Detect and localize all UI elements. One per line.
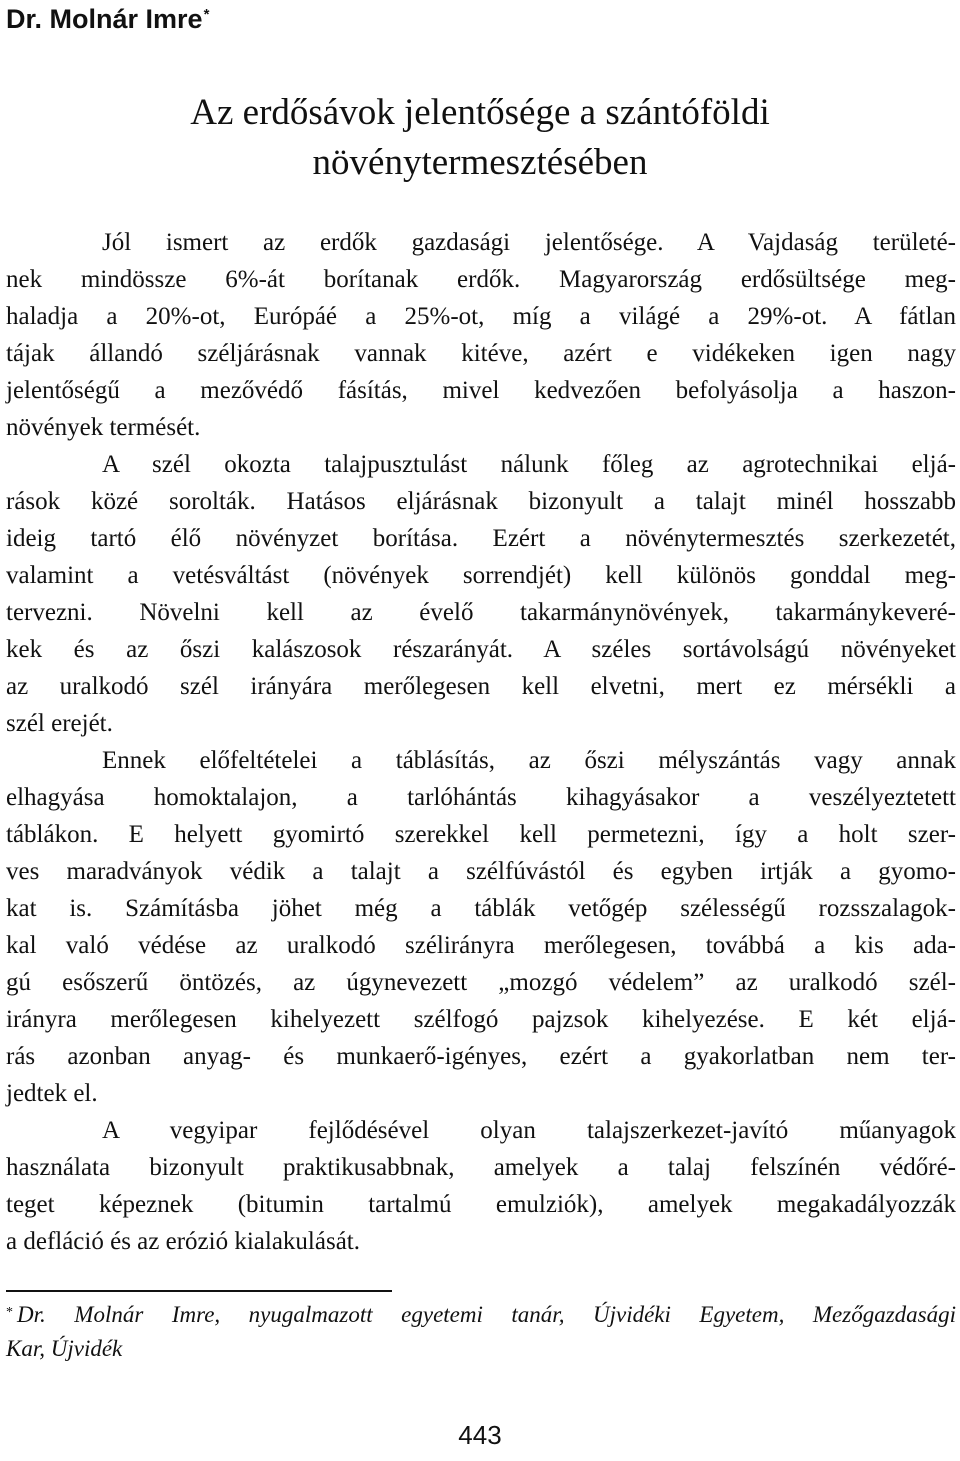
body-line: tervezni. Növelni kell az évelő takarmánynövények, takarmánykeveré- <box>6 599 956 626</box>
body-line: A vegyipar fejlődésével olyan talajszerkezet-javító műanyagok <box>102 1117 956 1144</box>
body-line: jedtek el. <box>6 1080 98 1107</box>
body-line: haladja a 20%-ot, Európáé a 25%-ot, míg a világé a 29%-ot. A fátlan <box>6 303 956 330</box>
body-line: az uralkodó szél irányára merőlegesen kell elvetni, mert ez mérsékli a <box>6 673 956 700</box>
body-line: növények termését. <box>6 414 201 441</box>
body-line: A szél okozta talajpusztulást nálunk főleg az agrotechnikai eljá- <box>102 451 956 478</box>
body-line: kal való védése az uralkodó szélirányra merőlegesen, továbbá a kis ada- <box>6 932 956 959</box>
body-line: jelentőségű a mezővédő fásítás, mivel kedvezően befolyásolja a haszon- <box>6 377 956 404</box>
article-title-line-2: növénytermesztésében <box>312 142 648 183</box>
body-line: irányra merőlegesen kihelyezett szélfogó pajzsok kihelyezése. E két eljá- <box>6 1006 956 1033</box>
body-line: rás azonban anyag- és munkaerő-igényes, ezért a gyakorlatban nem ter- <box>6 1043 956 1070</box>
body-line: nek mindössze 6%-át borítanak erdők. Magyarország erdősültsége meg- <box>6 266 956 293</box>
body-line: ideig tartó élő növényzet borítása. Ezért a növénytermesztés szerkezetét, <box>6 525 956 552</box>
footnote-divider <box>6 1290 392 1292</box>
body-line: gú esőszerű öntözés, az úgynevezett „mozgó védelem” az uralkodó szél- <box>6 969 956 996</box>
footnote-marker: * <box>6 1305 13 1320</box>
article-body <box>6 224 956 1260</box>
body-line: táblákon. E helyett gyomirtó szerekkel kell permetezni, így a holt szer- <box>6 821 956 848</box>
body-line: használata bizonyult praktikusabbnak, amelyek a talaj felszínén védőré- <box>6 1154 956 1181</box>
body-line: rások közé sorolták. Hatásos eljárásnak bizonyult a talajt minél hosszabb <box>6 488 956 515</box>
author-footnote-marker: * <box>203 6 210 23</box>
body-line: teget képeznek (bitumin tartalmú emulziók), amelyek megakadályozzák <box>6 1191 956 1218</box>
article-title <box>0 88 960 188</box>
body-line: elhagyása homoktalajon, a tarlóhántás kihagyásakor a veszélyeztetett <box>6 784 956 811</box>
footnote-line-2: Kar, Újvidék <box>6 1336 123 1361</box>
footnote <box>6 1298 956 1366</box>
page-number: 443 <box>458 1420 502 1450</box>
footnote-line-1 <box>6 1298 956 1332</box>
body-line: valamint a vetésváltást (növények sorrendjét) kell különös gonddal meg- <box>6 562 956 589</box>
article-title-line-1: Az erdősávok jelentősége a szántóföldi <box>190 92 770 133</box>
body-line: Jól ismert az erdők gazdasági jelentősége. A Vajdaság területé- <box>102 229 956 256</box>
author-name-text: Dr. Molnár Imre <box>6 4 203 34</box>
body-line: ves maradványok védik a talajt a szélfúvástól és egyben irtják a gyomo- <box>6 858 956 885</box>
footnote-line-1-text: Dr. Molnár Imre, nyugalmazott egyetemi tanár, Újvidéki Egyetem, Mezőgazdasági <box>17 1302 956 1327</box>
body-line: szél erejét. <box>6 710 113 737</box>
body-line: kek és az őszi kalászosok részarányát. A széles sortávolságú növényeket <box>6 636 956 663</box>
body-line: tájak állandó széljárásnak vannak kitéve, azért e vidékeken igen nagy <box>6 340 956 367</box>
body-line: a defláció és az erózió kialakulását. <box>6 1228 360 1255</box>
author-name <box>6 2 209 36</box>
body-line: Ennek előfeltételei a táblásítás, az őszi mélyszántás vagy annak <box>102 747 956 774</box>
body-line: kat is. Számításba jöhet még a táblák vetőgép szélességű rozsszalagok- <box>6 895 956 922</box>
